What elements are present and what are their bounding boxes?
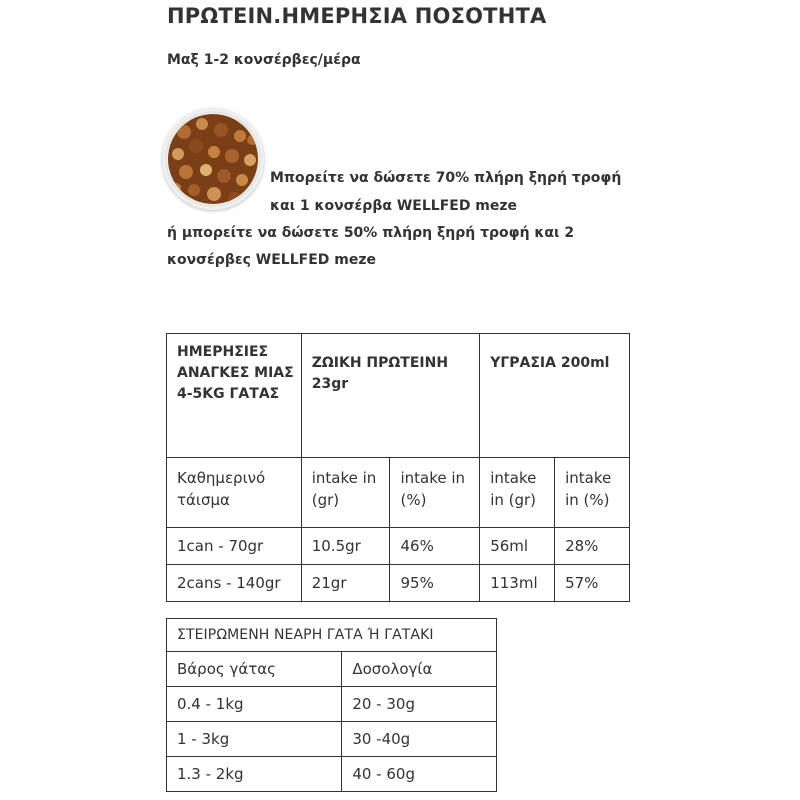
feeding-line-4: κονσέρβες WELLFED meze [167,252,377,268]
moisture-pct-subheader: intake in (%) [555,458,630,528]
weight-cell: 1 - 3kg [167,722,342,757]
table-row [167,652,497,687]
table-row [167,458,630,528]
moisture-gr-subheader: intake in (gr) [480,458,555,528]
nutrition-table [166,333,630,602]
dose-cell: 30 -40g [342,722,497,757]
feeding-line-3: ή μπορείτε να δώσετε 50% πλήρη ξηρή τροφή και 2 [167,225,575,241]
weight-column-header: Βάρος γάτας [167,652,342,687]
feeding-subheader: Καθημερινό τάισμα [167,458,302,528]
dose-cell: 20 - 30g [342,687,497,722]
protein-header: ΖΩΙΚΗ ΠΡΩΤΕΙΝΗ 23gr [301,334,479,458]
moisture-header: ΥΓΡΑΣΙΑ 200ml [480,334,630,458]
feeding-line-2: και 1 κονσέρβα WELLFED meze [270,198,518,214]
dry-food-bowl-image [162,108,264,210]
kitten-table-caption: ΣΤΕΙΡΩΜΕΝΗ ΝΕΑΡΗ ΓΑΤΑ Ή ΓΑΤΑΚΙ [167,619,497,652]
dosage-column-header: Δοσολογία [342,652,497,687]
protein-gr-cell: 21gr [301,565,390,602]
protein-pct-cell: 46% [390,528,480,565]
feeding-cell: 2cans - 140gr [167,565,302,602]
weight-cell: 0.4 - 1kg [167,687,342,722]
table-row [167,687,497,722]
dose-cell: 40 - 60g [342,757,497,792]
table-row [167,722,497,757]
protein-gr-subheader: intake in (gr) [301,458,390,528]
feeding-line-1: Μπορείτε να δώσετε 70% πλήρη ξηρή τροφή [270,170,622,186]
kitten-dosage-table [166,618,497,792]
moisture-gr-cell: 113ml [480,565,555,602]
table-row [167,565,630,602]
dosage-line: Μαξ 1-2 κονσέρβες/μέρα [167,52,361,68]
moisture-pct-cell: 57% [555,565,630,602]
page-title: ΠΡΩΤΕΙΝ.ΗΜΕΡΗΣΙΑ ΠΟΣΟΤΗΤΑ [167,4,547,28]
table-row [167,619,497,652]
weight-cell: 1.3 - 2kg [167,757,342,792]
feeding-cell: 1can - 70gr [167,528,302,565]
protein-gr-cell: 10.5gr [301,528,390,565]
protein-pct-cell: 95% [390,565,480,602]
moisture-pct-cell: 28% [555,528,630,565]
table-row [167,757,497,792]
table-row [167,528,630,565]
table-row [167,334,630,458]
protein-pct-subheader: intake in (%) [390,458,480,528]
needs-header: ΗΜΕΡΗΣΙΕΣ ΑΝΑΓΚΕΣ ΜΙΑΣ 4-5KG ΓΑΤΑΣ [167,334,302,458]
moisture-gr-cell: 56ml [480,528,555,565]
